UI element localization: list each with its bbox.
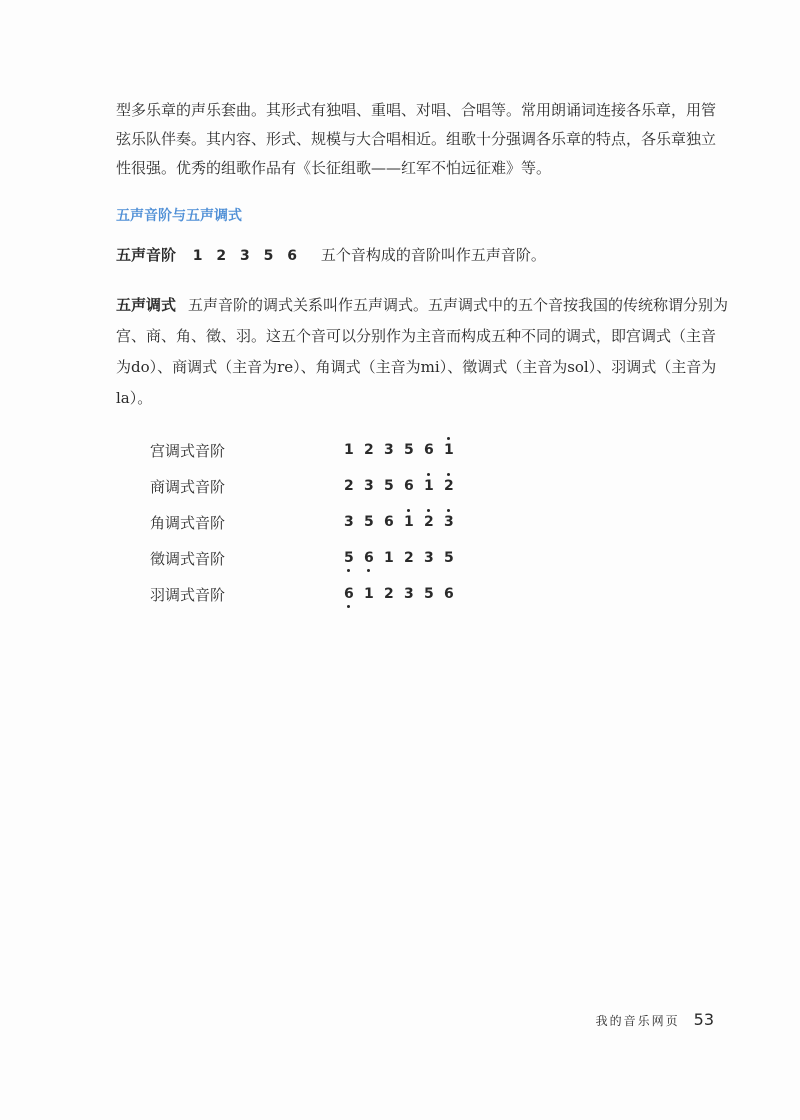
scale-name: 角调式音阶 bbox=[150, 513, 226, 532]
section-title: 五声音阶与五声调式 bbox=[116, 208, 242, 224]
scale-note: 3 bbox=[424, 550, 434, 566]
scale-name: 徵调式音阶 bbox=[150, 549, 226, 568]
scale-row bbox=[150, 468, 464, 504]
scale-note: 3 bbox=[240, 248, 250, 264]
scale-note: 1 bbox=[444, 441, 464, 459]
scale-notes bbox=[344, 477, 464, 495]
scale-note: 5 bbox=[404, 442, 414, 458]
scale-note: 3 bbox=[444, 513, 464, 531]
pentatonic-mode-definition bbox=[116, 290, 730, 414]
scale-note: 3 bbox=[364, 478, 374, 494]
scale-note: 3 bbox=[384, 442, 394, 458]
scale-row bbox=[150, 504, 464, 540]
scale-note: 6 bbox=[287, 248, 298, 264]
scale-note: 2 bbox=[424, 513, 444, 531]
page-footer bbox=[596, 1010, 714, 1029]
scale-note: 2 bbox=[216, 248, 227, 264]
scale-note: 2 bbox=[344, 478, 354, 494]
scale-notes bbox=[344, 513, 464, 531]
page-number: 53 bbox=[693, 1010, 714, 1029]
pentatonic-scale-notes bbox=[193, 248, 311, 264]
scale-notes bbox=[344, 549, 464, 567]
mode-scales-table bbox=[150, 432, 464, 612]
scale-note: 1 bbox=[344, 442, 354, 458]
scale-note: 5 bbox=[444, 550, 454, 566]
scale-notes bbox=[344, 585, 464, 603]
scale-note: 1 bbox=[404, 513, 424, 531]
scale-note: 6 bbox=[344, 585, 364, 603]
scale-notes bbox=[344, 441, 464, 459]
scale-name: 商调式音阶 bbox=[150, 477, 226, 496]
intro-paragraph: 型多乐章的声乐套曲。其形式有独唱、重唱、对唱、合唱等。常用朗诵词连接各乐章，用管弦乐队伴奏。其内容、形式、规模与大合唱相近。组歌十分强调各乐章的特点，各乐章独立性很强。优秀的组歌作品有《长征组歌——红军不怕远征难》等。 bbox=[116, 101, 717, 177]
scale-name: 羽调式音阶 bbox=[150, 585, 226, 604]
scale-note: 1 bbox=[384, 550, 394, 566]
scale-note: 5 bbox=[344, 549, 364, 567]
scale-note: 3 bbox=[344, 514, 354, 530]
scale-note: 3 bbox=[404, 586, 414, 602]
term-pentatonic-mode: 五声调式 bbox=[116, 296, 177, 314]
scale-note: 5 bbox=[424, 586, 434, 602]
scale-row bbox=[150, 540, 464, 576]
scale-note: 5 bbox=[263, 248, 274, 264]
scale-note: 2 bbox=[384, 586, 394, 602]
scale-note: 5 bbox=[364, 514, 374, 530]
pentatonic-mode-description: 五声音阶的调式关系叫作五声调式。五声调式中的五个音按我国的传统称谓分别为宫、商、角、徵、羽。这五个音可以分别作为主音而构成五种不同的调式，即宫调式（主音为do）、商调式（主音为re）、角调式（主音为mi）、徵调式（主音为sol）、羽调式（主音为la）。 bbox=[116, 296, 729, 407]
scale-note: 1 bbox=[424, 477, 444, 495]
scale-note: 2 bbox=[404, 550, 414, 566]
scale-note: 6 bbox=[364, 549, 384, 567]
scale-name: 宫调式音阶 bbox=[150, 441, 226, 460]
scale-note: 2 bbox=[364, 442, 374, 458]
pentatonic-scale-description: 五个音构成的音阶叫作五声音阶。 bbox=[320, 246, 546, 264]
scale-note: 1 bbox=[192, 248, 203, 264]
scale-note: 1 bbox=[364, 586, 374, 602]
scale-note: 6 bbox=[384, 514, 394, 530]
scale-note: 6 bbox=[444, 586, 454, 602]
scale-note: 2 bbox=[444, 477, 464, 495]
term-pentatonic-scale: 五声音阶 bbox=[116, 246, 177, 264]
scale-note: 6 bbox=[404, 478, 414, 494]
scale-row bbox=[150, 432, 464, 468]
scale-note: 5 bbox=[384, 478, 394, 494]
footer-title: 我的音乐网页 bbox=[595, 1014, 680, 1028]
pentatonic-scale-definition bbox=[116, 240, 730, 272]
scale-note: 6 bbox=[424, 442, 434, 458]
scale-row bbox=[150, 576, 464, 612]
